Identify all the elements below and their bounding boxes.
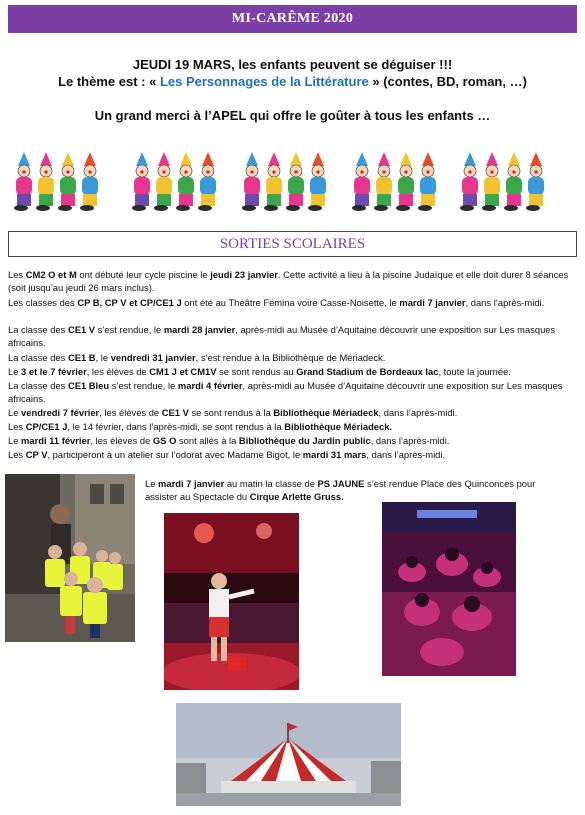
text-run: Le [8, 407, 22, 418]
text-run: Les [8, 269, 26, 280]
page-banner: MI-CARÊME 2020 [8, 5, 577, 33]
text-run: Les classes des [8, 297, 78, 308]
sortie-paragraph [8, 269, 573, 294]
text-run: , dans l’après-midi. [370, 435, 450, 446]
bold-text: jeudi 23 janvier [210, 269, 278, 280]
bold-text: CM2 O et M [25, 269, 77, 280]
bold-text: CP B, CP V et CP/CE1 J [77, 297, 182, 308]
text-run: , après-midi au Musée d’Aquitaine découvrir une exposition sur Les masques africains. [8, 324, 556, 348]
text-run: Le [8, 435, 22, 446]
text-run: Les [8, 421, 26, 432]
bold-text: CE1 Bleu [67, 380, 110, 391]
text-run: Le [145, 478, 159, 489]
photo-circus-audience [382, 502, 516, 676]
text-run: , les élèves de [86, 366, 150, 377]
bold-text: 3 et le 7 février [21, 366, 87, 377]
text-run: , dans l’après-midi. [465, 297, 545, 308]
text-run: ont été au Théâtre Fémina voire Casse-Noisette, le [181, 297, 400, 308]
sortie-paragraph [8, 435, 573, 448]
intro-line-2-post: » (contes, BD, roman, …) [368, 74, 527, 89]
sortie-paragraph [8, 407, 573, 420]
text-run: ont débuté leur cycle piscine le [76, 269, 211, 280]
sortie-paragraph [8, 421, 573, 434]
bold-text: mardi 31 mars [302, 449, 367, 460]
bold-text: vendredi 31 janvier [110, 352, 196, 363]
text-run: s’est rendue Place des Quinconces pour assister au Spectacle du [145, 478, 536, 502]
bold-text: Cirque Arlette Gruss. [249, 490, 344, 502]
clown-group [348, 148, 452, 214]
text-run: se sont rendus au [216, 366, 297, 377]
bold-text: mardi 4 février [177, 380, 243, 391]
bold-text: mardi 28 janvier [163, 324, 236, 335]
text-run: La classe des [8, 324, 68, 335]
bold-text: CM1 J et CM1V [149, 366, 217, 377]
bold-text: CP/CE1 J [25, 421, 68, 432]
sortie-paragraph [8, 297, 573, 310]
text-run: , dans l’après-midi. [378, 407, 458, 418]
text-run: , s’est rendue à la Bibliothèque de Mériadeck. [195, 352, 386, 363]
bold-text: Bibliothèque du Jardin public [238, 435, 371, 446]
photo-circus-clown [164, 513, 299, 690]
photo-circus-tent [176, 703, 401, 806]
text-run: Les [8, 449, 26, 460]
text-run: , les élèves de [90, 435, 153, 446]
clowns-illustration [10, 148, 570, 214]
clown-group [238, 148, 342, 214]
text-run: , après-midi au Musée d’Aquitaine découvrir une exposition sur Les masques africains. [8, 380, 563, 404]
text-run: , toute la journée. [438, 366, 511, 377]
bold-text: Grand Stadium de Bordeaux lac [296, 366, 439, 377]
text-run: au matin la classe de [224, 478, 318, 489]
text-run: . Cette activité a lieu à la piscine Judaïque et elle doit durer 8 séances (soit jusqu’au jeudi 26 mars inclus). [8, 269, 569, 293]
text-run: s’est rendue, le [109, 380, 178, 391]
bold-text: mardi 7 janvier [399, 297, 466, 308]
text-run: , participeront à un atelier sur l’odorat avec Madame Bigot, le [47, 449, 303, 460]
bold-text: PS JAUNE [317, 478, 365, 489]
text-run: , le [95, 352, 111, 363]
bold-text: GS O [152, 435, 177, 446]
text-run: , dans l’après-midi. [366, 449, 446, 460]
text-run: sont allés à la [176, 435, 239, 446]
bold-text: mardi 11 février [21, 435, 91, 446]
sortie-paragraph [8, 352, 573, 365]
intro-line-2-pre: Le thème est : « [58, 74, 160, 89]
bold-text: vendredi 7 février [21, 407, 100, 418]
intro-line-1: JEUDI 19 MARS, les enfants peuvent se déguiser !!! [132, 57, 453, 72]
bold-text: CE1 V [67, 324, 96, 335]
cirque-paragraph [145, 478, 570, 503]
bold-text: mardi 7 janvier [158, 478, 225, 489]
text-run: , le 14 février, dans l’après-midi, se sont rendus à la [67, 421, 285, 432]
text-run: La classe des [8, 352, 68, 363]
text-run: s’est rendue, le [95, 324, 164, 335]
sortie-paragraph [8, 380, 573, 405]
text-run: se sont rendus à la [188, 407, 274, 418]
text-run: Le [8, 366, 22, 377]
bold-text: CE1 V [161, 407, 189, 418]
bold-text: CP V [25, 449, 48, 460]
text-run: La classe des [8, 380, 68, 391]
clown-group [10, 148, 114, 214]
sortie-paragraph [8, 324, 573, 349]
text-run: , les élèves de [99, 407, 162, 418]
bold-text: Bibliothèque Mériadeck. [284, 421, 393, 432]
bold-text: CE1 B [67, 352, 96, 363]
intro-line-3: Un grand merci à l’APEL qui offre le goûter à tous les enfants … [94, 108, 491, 123]
intro-theme: Les Personnages de la Littérature [159, 74, 369, 89]
clown-group [456, 148, 560, 214]
bold-text: Bibliothèque Mériadeck [273, 407, 379, 418]
clown-group [128, 148, 232, 214]
photo-children-street [5, 474, 135, 642]
intro-line-2 [0, 74, 585, 89]
section-title: SORTIES SCOLAIRES [8, 231, 577, 257]
sortie-paragraph [8, 449, 573, 462]
sortie-paragraph [8, 366, 573, 379]
